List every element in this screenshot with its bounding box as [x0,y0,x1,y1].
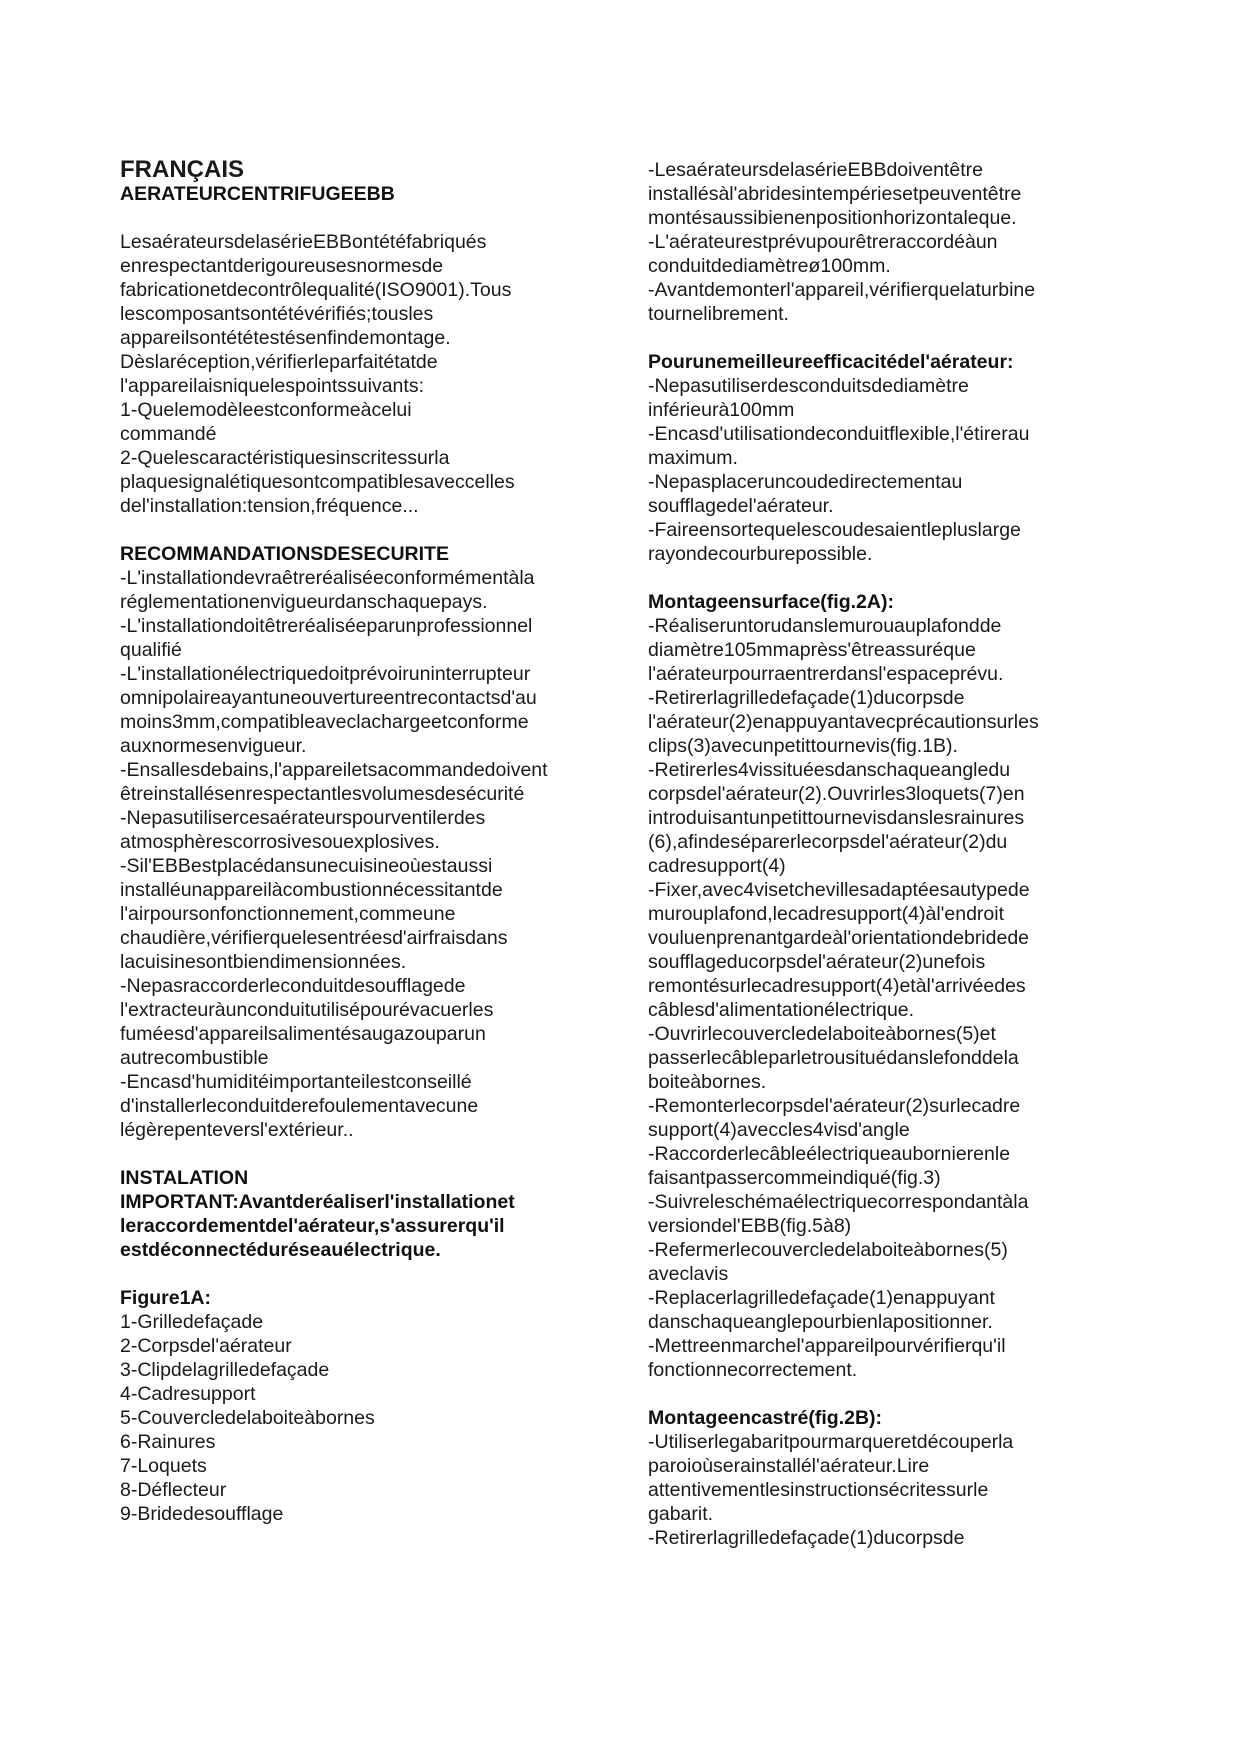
text-line: -Encasd'utilisationdeconduitflexible,l'étirerau [648,423,1030,445]
text-line: 4-Cadresupport [120,1383,256,1405]
flush-mount-steps [648,1430,1128,1550]
text-line: -Remonterlecorpsdel'aérateur(2)surlecadre [648,1095,1021,1117]
text-line: autrecombustible [120,1047,269,1069]
text-line: 1-Quelemodèleestconformeàcelui [120,399,412,421]
text-line: -Sil'EBBestplacédansunecuisineoùestaussi [120,855,493,877]
text-line: (6),afindeséparerlecorpsdel'aérateur(2)du [648,831,1008,853]
text-line: -Nepasutiliserdesconduitsdediamètre [648,375,969,397]
text-line: êtreinstallésenrespectantlesvolumesdesécurité [120,783,525,805]
text-line: 5-Couvercledelaboiteàbornes [120,1407,375,1429]
text-line: soufflageducorpsdel'aérateur(2)unefois [648,951,986,973]
text-line: 2-Corpsdel'aérateur [120,1335,292,1357]
text-line: leraccordementdel'aérateur,s'assurerqu'il [120,1215,505,1237]
text-line: versiondel'EBB(fig.5à8) [648,1215,852,1237]
text-line: 3-Clipdelagrilledefaçade [120,1359,330,1381]
text-line: l'aérateur(2)enappuyantavecprécautionsurles [648,711,1039,733]
text-line: estdéconnectéduréseauélectrique. [120,1239,441,1261]
surface-mount-steps [648,614,1128,1382]
text-line: 7-Loquets [120,1455,207,1477]
text-line: -Réaliseruntorudanslemurouauplafondde [648,615,1002,637]
text-line: Dèslaréception,vérifierleparfaitétatde [120,351,438,373]
safety-heading: RECOMMANDATIONSDESECURITE [120,543,449,565]
text-line: -Mettreenmarchel'appareilpourvérifierqu'il [648,1335,1006,1357]
install-heading: INSTALATION [120,1167,249,1189]
text-line: vouluenprenantgardeàl'orientationdebridede [648,927,1030,949]
text-line: inférieurà100mm [648,399,795,421]
text-line: -Nepasplaceruncoudedirectementau [648,471,963,493]
figure-legend-list [120,1310,600,1526]
text-line: -L'installationdoitêtreréaliséeparunprofessionnel [120,615,533,637]
text-line: LesaérateursdelasérieEBBontétéfabriqués [120,231,487,253]
text-line: clips(3)avecunpetittournevis(fig.1B). [648,735,958,757]
text-line: attentivementlesinstructionsécritessurle [648,1479,989,1501]
text-line: boiteàbornes. [648,1071,767,1093]
text-line: l'aérateurpourraentrerdansl'espaceprévu. [648,663,1004,685]
text-line: soufflagedel'aérateur. [648,495,834,517]
safety-list [120,566,600,1142]
important-notice [120,1190,600,1262]
text-line: l'extracteuràunconduitutilisépourévacuerles [120,999,494,1021]
text-line: auxnormesenvigueur. [120,735,307,757]
text-line: -Suivreleschémaélectriquecorrespondantàla [648,1191,1029,1213]
text-line: 1-Grilledefaçade [120,1311,264,1333]
text-line: -Retirerlagrilledefaçade(1)ducorpsde [648,687,965,709]
text-line: aveclavis [648,1263,729,1285]
text-line: installésàl'abridesintempériesetpeuventêtre [648,183,1022,205]
text-line: diamètre105mmaprèss'êtreassuréque [648,639,976,661]
text-line: -Nepasutilisercesaérateurspourventilerdes [120,807,486,829]
text-line: lacuisinesontbiendimensionnées. [120,951,407,973]
text-line: fonctionnecorrectement. [648,1359,858,1381]
text-line: introduisantunpetittournevisdanslesrainures [648,807,1025,829]
text-line: 8-Déflecteur [120,1479,227,1501]
efficiency-heading: Pourunemeilleureefficacitédel'aérateur: [648,351,1014,373]
installation-notes [648,158,1128,326]
text-line: maximum. [648,447,738,469]
text-line: murouplafond,lecadresupport(4)àl'endroit [648,903,1005,925]
text-line: légèrepenteversl'extérieur.. [120,1119,354,1141]
text-line: fuméesd'appareilsalimentésaugazouparun [120,1023,486,1045]
text-line: support(4)aveccles4visd'angle [648,1119,910,1141]
left-column [120,158,600,1526]
text-line: plaquesignalétiquesontcompatiblesaveccelles [120,471,515,493]
efficiency-list [648,374,1128,566]
text-line: cadresupport(4) [648,855,786,877]
text-line: chaudière,vérifierquelesentréesd'airfraisdans [120,927,508,949]
text-line: -Retirerlagrilledefaçade(1)ducorpsde [648,1527,965,1549]
text-line: -Ouvrirlecouvercledelaboiteàbornes(5)et [648,1023,996,1045]
text-line: omnipolaireayantuneouvertureentrecontactsd'au [120,687,537,709]
text-line: moins3mm,compatibleaveclachargeetconforme [120,711,529,733]
text-line: rayondecourburepossible. [648,543,873,565]
text-line: faisantpassercommeindiqué(fig.3) [648,1167,941,1189]
text-line: 2-Quelescaractéristiquesinscritessurla [120,447,450,469]
text-line: atmosphèrescorrosivesouexplosives. [120,831,440,853]
intro-paragraph [120,230,600,518]
text-line: câblesd'alimentationélectrique. [648,999,915,1021]
text-line: -Encasd'humiditéimportanteilestconseillé [120,1071,472,1093]
text-line: tournelibrement. [648,303,789,325]
text-line: -Fixer,avec4visetchevillesadaptéesautypede [648,879,1030,901]
flush-mount-heading: Montageencastré(fig.2B): [648,1407,883,1429]
text-line: qualifié [120,639,182,661]
text-line: -Avantdemonterl'appareil,vérifierquelaturbine [648,279,1036,301]
text-line: -Replacerlagrilledefaçade(1)enappuyant [648,1287,995,1309]
text-line: -Refermerlecouvercledelaboiteàbornes(5) [648,1239,1008,1261]
text-line: conduitdediamètreø100mm. [648,255,891,277]
text-line: passerlecâbleparletrousituédanslefonddela [648,1047,1019,1069]
figure-heading: Figure1A: [120,1287,212,1309]
text-line: -Nepasraccorderleconduitdesoufflagede [120,975,466,997]
language-heading: FRANÇAIS [120,156,244,183]
text-line: d'installerleconduitderefoulementavecune [120,1095,479,1117]
text-line: danschaqueanglepourbienlapositionner. [648,1311,993,1333]
text-line: l'appareilaisniquelespointssuivants: [120,375,424,397]
text-line: enrespectantderigoureusesnormesde [120,255,444,277]
text-line: remontésurlecadresupport(4)etàl'arrivéedes [648,975,1026,997]
text-line: -L'installationdevraêtreréaliséeconformémentàla [120,567,535,589]
surface-mount-heading: Montageensurface(fig.2A): [648,591,894,613]
text-line: appareilsontététestésenfindemontage. [120,327,451,349]
text-line: corpsdel'aérateur(2).Ouvrirles3loquets(7)en [648,783,1025,805]
text-line: 6-Rainures [120,1431,216,1453]
text-line: installéunappareilàcombustionnécessitantde [120,879,503,901]
text-line: 9-Bridedesoufflage [120,1503,284,1525]
text-line: -Utiliserlegabaritpourmarqueretdécouperla [648,1431,1014,1453]
text-line: -LesaérateursdelasérieEBBdoiventêtre [648,159,983,181]
text-line: réglementationenvigueurdanschaquepays. [120,591,488,613]
text-line: paroioùserainstallél'aérateur.Lire [648,1455,930,1477]
text-line: -Ensallesdebains,l'appareiletsacommandedoivent [120,759,548,781]
text-line: commandé [120,423,217,445]
text-line: del'installation:tension,fréquence... [120,495,419,517]
text-line: l'airpoursonfonctionnement,commeune [120,903,456,925]
text-line: -Raccorderlecâbleélectriqueaubornierenle [648,1143,1011,1165]
text-line: montésaussibienenpositionhorizontaleque. [648,207,1017,229]
text-line: -L'installationélectriquedoitprévoiruninterrupteur [120,663,531,685]
text-line: IMPORTANT:Avantderéaliserl'installationet [120,1191,515,1213]
text-line: fabricationetdecontrôlequalité(ISO9001).Tous [120,279,512,301]
document-title: AERATEURCENTRIFUGEEBB [120,183,395,205]
text-line: gabarit. [648,1503,714,1525]
text-line: lescomposantsontétévérifiés;tousles [120,303,434,325]
text-line: -Faireensortequelescoudesaientlepluslarge [648,519,1021,541]
text-line: -L'aérateurestprévupourêtreraccordéàun [648,231,998,253]
text-line: -Retirerles4vissituéesdanschaqueangledu [648,759,1011,781]
right-column [648,158,1128,1550]
